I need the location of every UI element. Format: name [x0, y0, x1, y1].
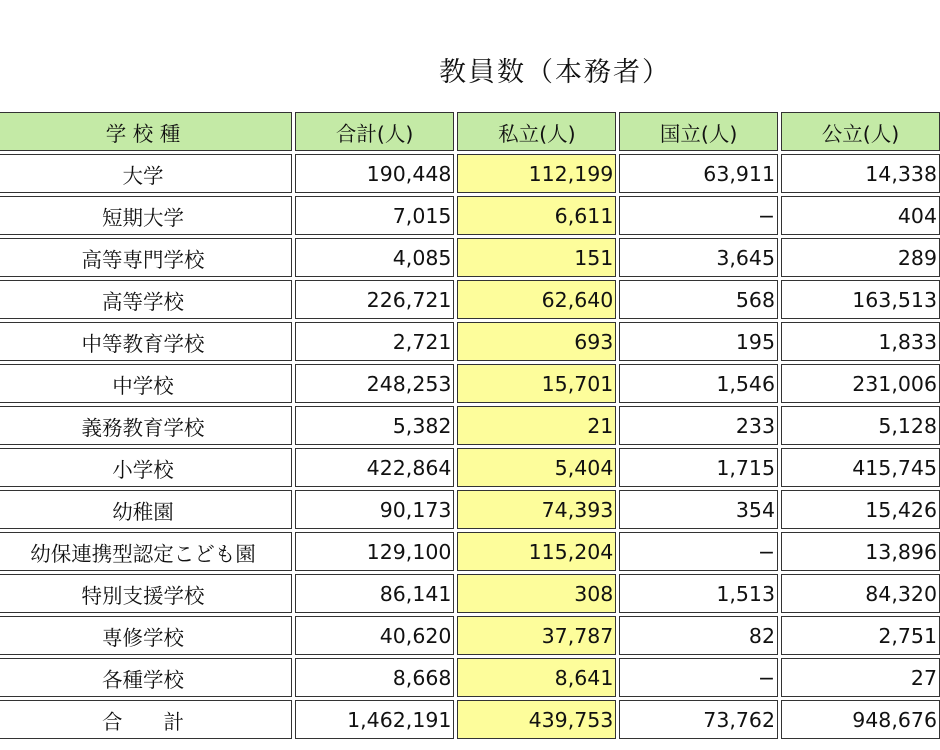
cell-school-type [0, 280, 292, 319]
cell-school-type-text: 高等専門学校 [81, 247, 205, 272]
table-row [0, 406, 940, 445]
table-row [0, 238, 940, 277]
cell-public-text: 163,513 [852, 287, 937, 312]
cell-total [295, 490, 455, 529]
cell-public [781, 154, 940, 193]
cell-private-text: 62,640 [541, 287, 614, 312]
cell-private [457, 574, 616, 613]
cell-national-text: 73,762 [703, 707, 776, 732]
cell-public [781, 406, 940, 445]
cell-total [295, 700, 455, 739]
cell-national-text: 1,546 [716, 371, 776, 396]
cell-total [295, 154, 455, 193]
cell-private-text: 74,393 [541, 497, 614, 522]
cell-national-text: 195 [735, 329, 776, 354]
cell-total [295, 448, 455, 487]
cell-school-type [0, 154, 292, 193]
cell-private [457, 448, 616, 487]
table-row [0, 280, 940, 319]
cell-total-text: 129,100 [366, 539, 452, 564]
header-national: 国立(人) [619, 112, 778, 151]
cell-school-type [0, 322, 292, 361]
cell-school-type [0, 616, 292, 655]
cell-public [781, 196, 940, 235]
cell-school-type [0, 490, 292, 529]
cell-private-text: 6,611 [554, 203, 614, 228]
cell-public [781, 532, 940, 571]
cell-national [619, 322, 778, 361]
cell-school-type-text: 高等学校 [102, 289, 184, 314]
cell-national [619, 616, 778, 655]
cell-private [457, 238, 616, 277]
cell-private-text: 21 [587, 413, 614, 438]
cell-national-text: − [757, 539, 776, 564]
cell-private-text: 308 [574, 581, 614, 606]
cell-school-type-text: 小学校 [112, 457, 174, 482]
cell-national-text: − [757, 203, 776, 228]
cell-school-type [0, 448, 292, 487]
cell-total-text: 7,015 [392, 203, 452, 228]
cell-school-type [0, 532, 292, 571]
cell-school-type-text: 義務教育学校 [81, 415, 205, 440]
cell-total-text: 2,721 [392, 329, 452, 354]
cell-private [457, 658, 616, 697]
cell-national-text: 1,513 [716, 581, 776, 606]
cell-public [781, 574, 940, 613]
cell-total-text: 86,141 [379, 581, 452, 606]
cell-national-text: 568 [735, 287, 776, 312]
cell-total-text: 226,721 [366, 287, 452, 312]
cell-private-text: 112,199 [528, 161, 614, 186]
cell-total-text: 422,864 [366, 455, 452, 480]
cell-public-text: 2,751 [878, 623, 937, 648]
cell-public [781, 658, 940, 697]
cell-national-text: 63,911 [703, 161, 776, 186]
table-row [0, 490, 940, 529]
cell-private [457, 616, 616, 655]
page-title: 教員数（本務者） [439, 57, 671, 88]
cell-public-text: 15,426 [865, 497, 937, 522]
cell-school-type-text: 中等教育学校 [81, 331, 205, 356]
cell-total [295, 322, 455, 361]
header-school-type: 学 校 種 [0, 112, 292, 151]
table-row [0, 448, 940, 487]
cell-private-text: 15,701 [541, 371, 614, 396]
cell-public [781, 448, 940, 487]
cell-school-type-text: 幼稚園 [112, 499, 174, 524]
cell-private [457, 322, 616, 361]
cell-public [781, 364, 940, 403]
cell-public-text: 231,006 [852, 371, 937, 396]
header-public: 公立(人) [781, 112, 940, 151]
table-row [0, 154, 940, 193]
cell-private [457, 532, 616, 571]
table-body [0, 151, 940, 739]
table-row [0, 532, 940, 571]
cell-national-text: 82 [748, 623, 776, 648]
cell-private [457, 196, 616, 235]
cell-national [619, 196, 778, 235]
cell-national [619, 490, 778, 529]
cell-school-type-text: 大学 [122, 163, 164, 188]
cell-school-type-text: 幼保連携型認定こども園 [30, 541, 256, 566]
cell-school-type [0, 364, 292, 403]
cell-school-type-text: 特別支援学校 [81, 583, 205, 608]
cell-total [295, 574, 455, 613]
cell-national-text: 354 [735, 497, 776, 522]
cell-total [295, 364, 455, 403]
cell-school-type-text: 短期大学 [102, 205, 184, 230]
table-row [0, 700, 940, 739]
cell-public-text: 289 [897, 245, 937, 270]
cell-national [619, 280, 778, 319]
cell-public [781, 322, 940, 361]
table-header-row [0, 112, 940, 151]
cell-school-type [0, 196, 292, 235]
cell-total [295, 238, 455, 277]
cell-public-text: 13,896 [865, 539, 937, 564]
cell-national [619, 238, 778, 277]
cell-total-text: 90,173 [379, 497, 452, 522]
cell-national-text: 233 [735, 413, 776, 438]
cell-private-text: 151 [574, 245, 614, 270]
table-row [0, 364, 940, 403]
cell-private-text: 115,204 [528, 539, 614, 564]
cell-total [295, 658, 455, 697]
cell-public-text: 5,128 [878, 413, 937, 438]
header-total: 合計(人) [295, 112, 455, 151]
cell-public-text: 14,338 [865, 161, 937, 186]
cell-public [781, 616, 940, 655]
cell-total-text: 190,448 [366, 161, 452, 186]
table-row [0, 616, 940, 655]
table-row [0, 196, 940, 235]
cell-total [295, 532, 455, 571]
cell-private-text: 5,404 [554, 455, 614, 480]
cell-private [457, 490, 616, 529]
cell-school-type [0, 406, 292, 445]
cell-private-text: 37,787 [541, 623, 614, 648]
cell-private-text: 693 [574, 329, 614, 354]
cell-school-type [0, 238, 292, 277]
cell-total [295, 280, 455, 319]
table-row [0, 322, 940, 361]
cell-private-text: 8,641 [554, 665, 614, 690]
cell-school-type-text: 合 計 [102, 709, 184, 734]
cell-total-text: 40,620 [379, 623, 452, 648]
cell-school-type [0, 574, 292, 613]
cell-school-type-text: 各種学校 [102, 667, 184, 692]
cell-total-text: 248,253 [366, 371, 452, 396]
cell-public [781, 238, 940, 277]
cell-national [619, 658, 778, 697]
cell-public [781, 700, 940, 739]
cell-national-text: 1,715 [716, 455, 776, 480]
cell-public-text: 404 [897, 203, 937, 228]
cell-private [457, 154, 616, 193]
cell-total-text: 4,085 [392, 245, 452, 270]
header-private: 私立(人) [457, 112, 616, 151]
cell-private-text: 439,753 [528, 707, 614, 732]
cell-private [457, 280, 616, 319]
cell-public-text: 948,676 [852, 707, 937, 732]
cell-public [781, 490, 940, 529]
teachers-table [0, 112, 940, 739]
cell-national [619, 532, 778, 571]
cell-public [781, 280, 940, 319]
cell-total [295, 196, 455, 235]
cell-private [457, 700, 616, 739]
cell-school-type-text: 専修学校 [102, 625, 184, 650]
cell-public-text: 415,745 [852, 455, 937, 480]
cell-total [295, 406, 455, 445]
cell-school-type-text: 中学校 [112, 373, 174, 398]
cell-national [619, 154, 778, 193]
cell-private [457, 364, 616, 403]
cell-private [457, 406, 616, 445]
cell-total-text: 8,668 [392, 665, 452, 690]
table-row [0, 658, 940, 697]
cell-school-type [0, 700, 292, 739]
cell-national [619, 406, 778, 445]
cell-national [619, 700, 778, 739]
cell-school-type [0, 658, 292, 697]
teachers-table-container [0, 112, 940, 739]
cell-public-text: 84,320 [865, 581, 937, 606]
cell-national [619, 574, 778, 613]
cell-total-text: 1,462,191 [347, 707, 452, 732]
cell-national [619, 448, 778, 487]
cell-total [295, 616, 455, 655]
cell-national [619, 364, 778, 403]
table-row [0, 574, 940, 613]
cell-public-text: 1,833 [878, 329, 937, 354]
cell-public-text: 27 [910, 665, 937, 690]
cell-total-text: 5,382 [392, 413, 452, 438]
cell-national-text: − [757, 665, 776, 690]
cell-national-text: 3,645 [716, 245, 776, 270]
